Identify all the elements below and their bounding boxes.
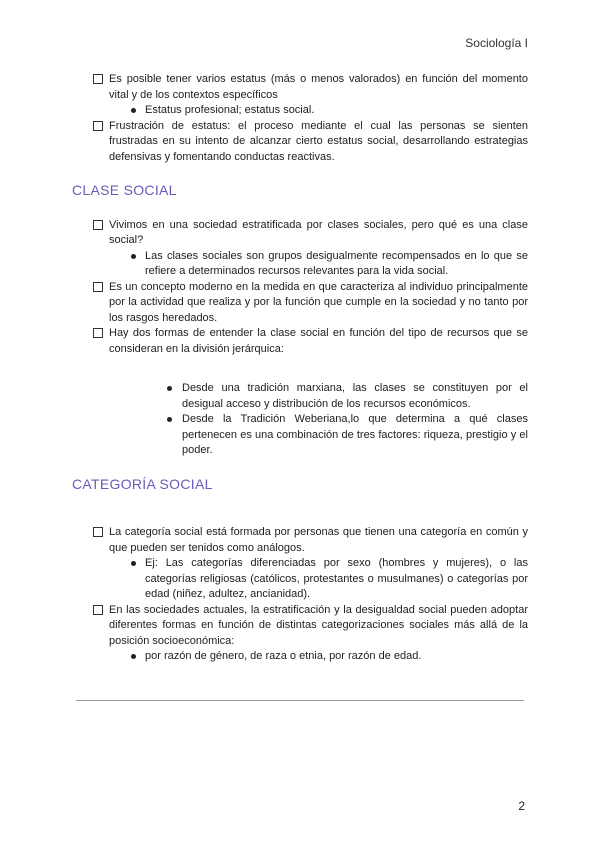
bullet-dot-icon bbox=[167, 386, 172, 391]
checklist-item-concepto-moderno bbox=[72, 280, 528, 327]
bullet-dot-icon bbox=[131, 561, 136, 566]
checklist-text: Es posible tener varios estatus (más o menos valorados) en función del momento vital y de los contextos específicos bbox=[109, 73, 528, 101]
checklist-text: Vivimos en una sociedad estratificada por clases sociales, pero qué es una clase social? bbox=[109, 218, 528, 246]
page-header: Sociología I bbox=[465, 36, 528, 50]
checklist-item-dos-formas bbox=[72, 326, 528, 357]
checklist-item-frustracion bbox=[72, 119, 528, 166]
checkbox-icon bbox=[93, 74, 103, 84]
checklist-text: Hay dos formas de entender la clase social en función del tipo de recursos que se consideran en la división jerárquica: bbox=[109, 327, 528, 355]
checklist-item-sociedad-estratificada bbox=[72, 218, 528, 249]
bullet-item-weberiana bbox=[72, 412, 528, 459]
bullet-item bbox=[72, 103, 528, 119]
checkbox-icon bbox=[93, 121, 103, 131]
checklist-item-sociedades-actuales bbox=[72, 603, 528, 650]
bullet-text: Ej: Las categorías diferenciadas por sexo (hombres y mujeres), o las categorías religiosas (católicos, protestantes o musulmanes) o categorías por edad (niñez, adultez, ancianidad). bbox=[145, 557, 528, 600]
bullet-dot-icon bbox=[131, 254, 136, 259]
checklist-item-estatus-varios bbox=[72, 72, 528, 103]
page-content bbox=[72, 72, 528, 665]
bullet-text: por razón de género, de raza o etnia, por razón de edad. bbox=[145, 650, 422, 662]
checkbox-icon bbox=[93, 220, 103, 230]
checklist-text: La categoría social está formada por personas que tienen una categoría en común y que pueden ser tenidos como análogos. bbox=[109, 526, 528, 554]
bullet-item bbox=[72, 556, 528, 603]
bullet-item-marxiana bbox=[72, 381, 528, 412]
checklist-text: Es un concepto moderno en la medida en que caracteriza al individuo principalmente por la actividad que realiza y por la función que cumple en la sociedad y no tanto por los rasgos heredados. bbox=[109, 280, 528, 324]
page-number: 2 bbox=[518, 799, 525, 813]
bullet-text: Las clases sociales son grupos desigualmente recompensados en lo que se refiere a determinados recursos relevantes para la vida social. bbox=[145, 249, 528, 277]
checklist-text: Frustración de estatus: el proceso mediante el cual las personas se sienten frustradas en su intento de alcanzar cierto estatus social, desarrollando estrategias defensivas y fomentando conductas reactivas. bbox=[109, 119, 528, 163]
bullet-text: Desde una tradición marxiana, las clases se constituyen por el desigual acceso y distribución de los recursos económicos. bbox=[182, 382, 528, 410]
checklist-item-categoria-comun bbox=[72, 525, 528, 556]
bullet-text: Desde la Tradición Weberiana,lo que determina a qué clases pertenecen es una combinación de tres factores: riqueza, prestigio y el poder. bbox=[182, 413, 528, 456]
bullet-dot-icon bbox=[131, 654, 136, 659]
section-heading-categoria-social: CATEGORÍA SOCIAL bbox=[72, 475, 213, 492]
bullet-dot-icon bbox=[131, 108, 136, 113]
bullet-item bbox=[72, 249, 528, 280]
checkbox-icon bbox=[93, 282, 103, 292]
checkbox-icon bbox=[93, 605, 103, 615]
bullet-text: Estatus profesional; estatus social. bbox=[145, 104, 315, 116]
checkbox-icon bbox=[93, 527, 103, 537]
bullet-dot-icon bbox=[167, 417, 172, 422]
section-heading-clase-social: CLASE SOCIAL bbox=[72, 182, 177, 198]
footer-divider bbox=[76, 700, 524, 701]
checklist-text: En las sociedades actuales, la estratificación y la desigualdad social pueden adoptar diferentes formas en función de distintas categorizaciones sociales más allá de la posición socioeconómica: bbox=[109, 603, 528, 647]
bullet-item bbox=[72, 649, 528, 665]
checkbox-icon bbox=[93, 328, 103, 338]
